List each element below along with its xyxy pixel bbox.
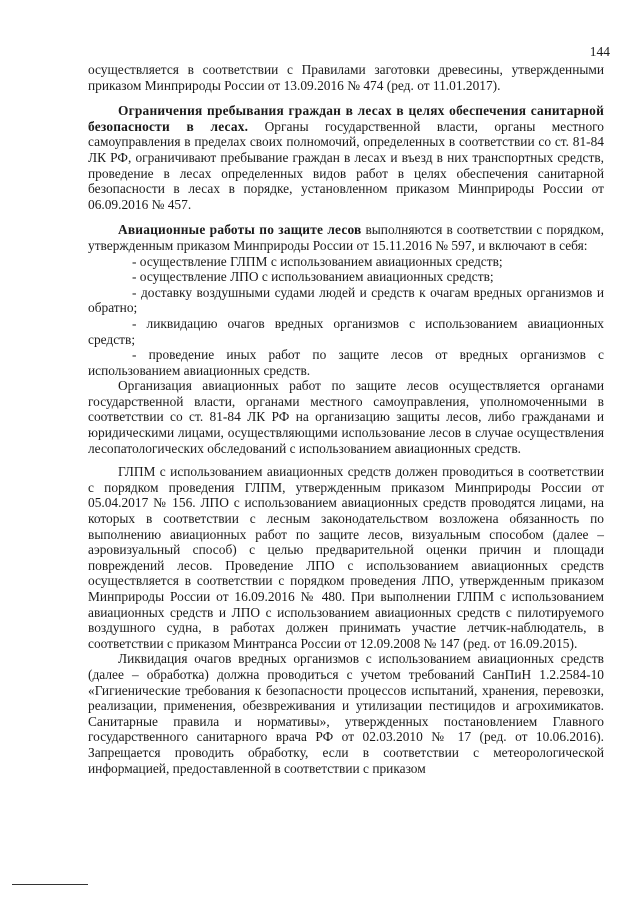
paragraph-aviation-text: выполняются в соответствии с порядком, утвержденным приказом Минприроды России от 15.11.2016 № 597, и включают в себя: — [88, 222, 604, 253]
paragraph-restrictions-text: Органы государственной власти, органы местного самоуправления в пределах своих полномочий, определенных в соответствии со ст. 81-84 ЛК РФ, ограничивают пребывание граждан в лесах и въезд в них транспортных средств, проведение в лесах определенных видов работ в целях обеспечения санитарной безопасности в лесах в порядке, установленном приказом Минприроды России от 06.09.2016 № 457. — [88, 118, 604, 212]
paragraph-liquidation: Ликвидация очагов вредных организмов с использованием авиационных средств (далее – обработка) должна проводиться с учетом требований СанПиН 1.2.2584-10 «Гигиенические требования к безопасности процессов испытаний, хранения, перевозки, реализации, применения, обезвреживания и утилизации пестицидов и агрохимикатов. Санитарные правила и нормативы», утвержденных постановлением Главного государственного санитарного врача РФ от 02.03.2010 № 17 (ред. от 10.06.2016). Запрещается проводить обработку, если в соответствии с метеорологической информацией, предоставленной в соответствии с приказом — [88, 651, 604, 776]
page-number: 144 — [589, 44, 610, 59]
list-item: - доставку воздушными судами людей и средств к очагам вредных организмов и обратно; — [88, 284, 604, 316]
footnote-separator — [12, 884, 88, 885]
page-body — [88, 62, 604, 776]
paragraph-intro: осуществляется в соответствии с Правилами заготовки древесины, утвержденными приказом Минприроды России от 13.09.2016 № 474 (ред. от 11.01.2017). — [88, 62, 604, 93]
heading-aviation: Авиационные работы по защите лесов — [118, 222, 362, 238]
paragraph-organization: Организация авиационных работ по защите лесов осуществляется органами государственной власти, органами местного самоуправления, уполномоченными в соответствии со ст. 81-84 ЛК РФ на организацию защиты лесов, либо гражданами и юридическими лицами, осуществляющими использование лесов в случае осуществления лесопатологических обследований с использованием авиационных средств. — [88, 378, 604, 456]
list-item: - осуществление ГЛПМ с использованием авиационных средств; — [132, 253, 503, 269]
paragraph-restrictions — [88, 103, 604, 212]
heading-restrictions: Ограничения пребывания граждан в лесах в целях обеспечения санитарной безопасности в лесах. — [88, 103, 604, 134]
paragraph-glpm: ГЛПМ с использованием авиационных средств должен проводиться в соответствии с порядком проведения ГЛПМ, утвержденным приказом Минприроды России от 05.04.2017 № 156. ЛПО с использованием авиационных средств проводятся лицами, на которых в соответствии с лесным законодательством возложена обязанность по выполнению авиационных работ по защите лесов, визуальным способом (далее – аэровизуальный способ) с целью предварительной оценки причин и площади повреждений лесов. Проведение ЛПО с использованием авиационных средств осуществляется в соответствии с порядком проведения ЛПО, утвержденным приказом Минприроды России от 16.09.2016 № 480. При выполнении ГЛПМ с использованием авиационных средств и ЛПО с использованием авиационных средств с пилотируемого воздушного судна, в работах должен принимать участие летчик-наблюдатель, в соответствии с приказом Минтранса России от 12.09.2008 № 147 (ред. от 16.09.2015). — [88, 464, 604, 651]
paragraph-aviation — [88, 222, 604, 253]
list-item: - ликвидацию очагов вредных организмов с использованием авиационных средств; — [88, 315, 604, 347]
list-item: - осуществление ЛПО с использованием авиационных средств; — [132, 269, 494, 285]
list-item: - проведение иных работ по защите лесов от вредных организмов с использованием авиационных средств. — [88, 347, 604, 378]
